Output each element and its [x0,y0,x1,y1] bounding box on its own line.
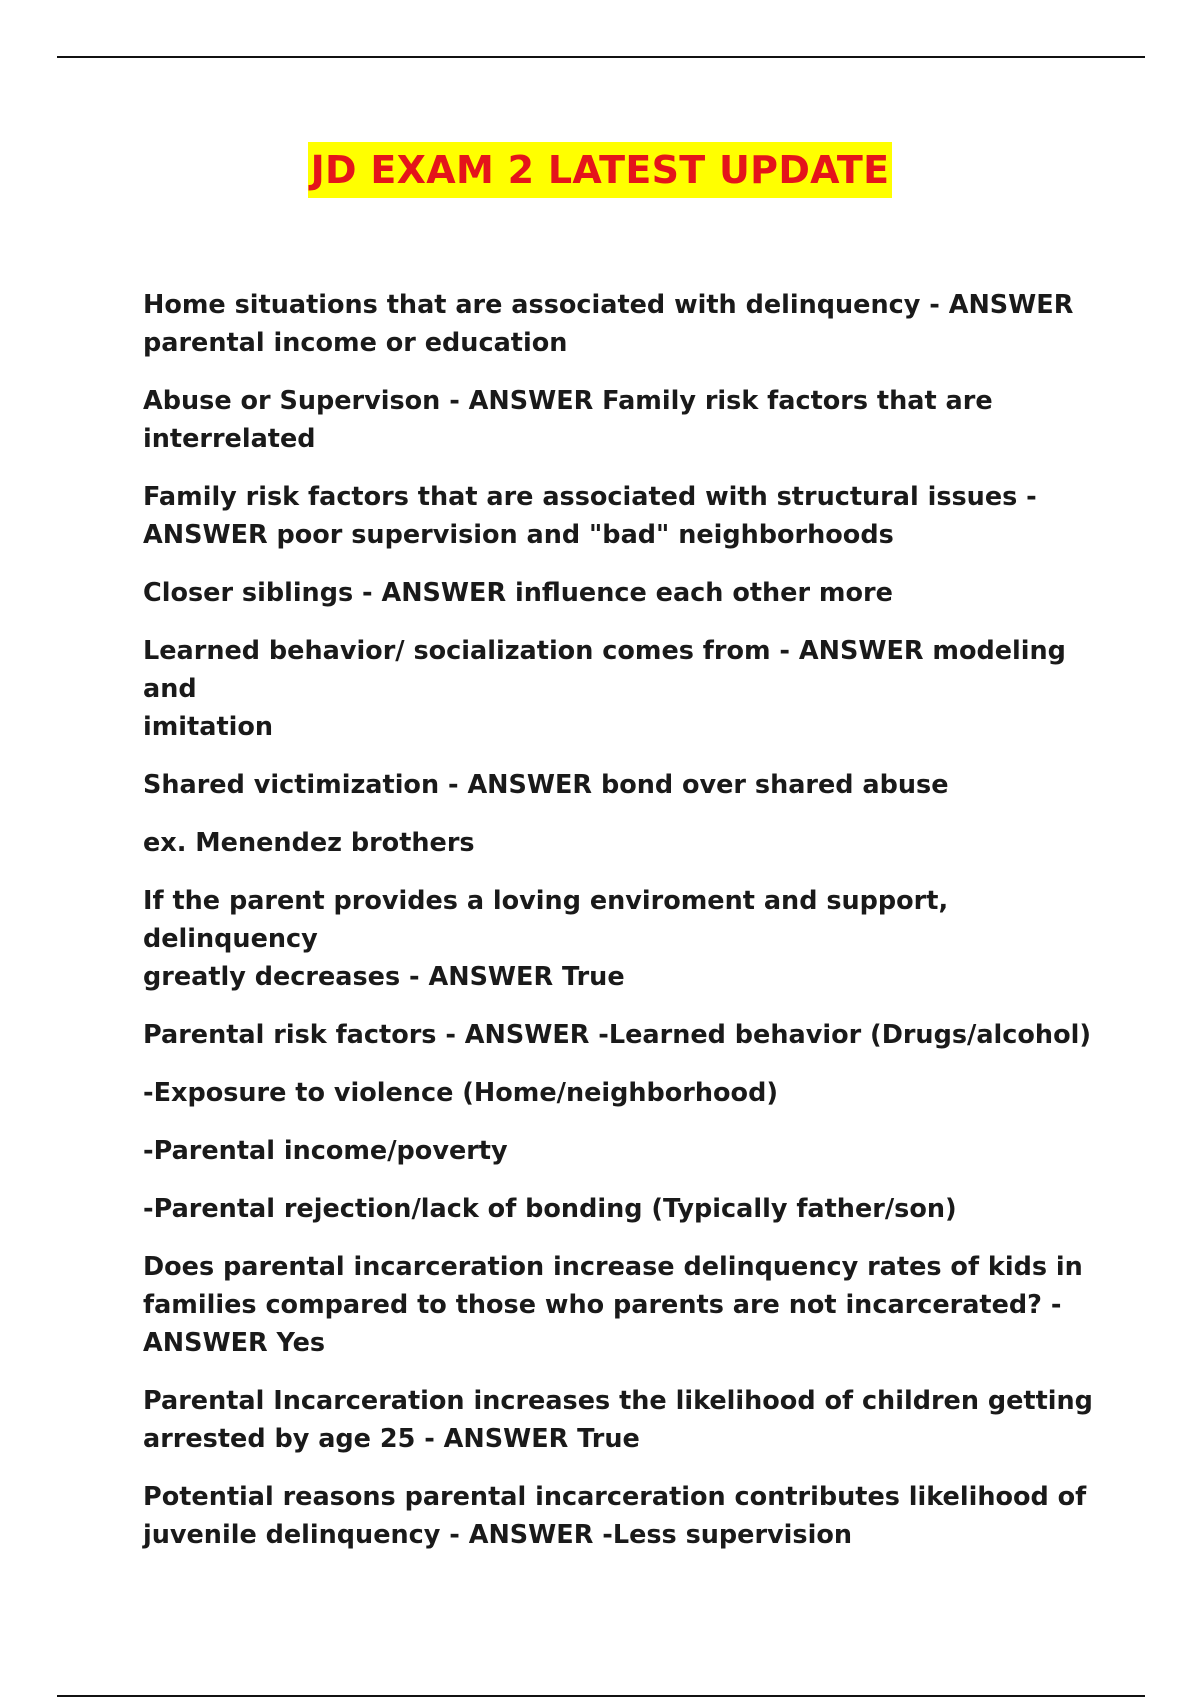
qa-item-2: Abuse or Supervison - ANSWER Family risk factors that are interrelated [143,386,993,454]
qa-item-1: Home situations that are associated with delinquency - ANSWER parental income or education [143,290,1074,358]
qa-item-4: Closer siblings - ANSWER influence each other more [143,578,893,608]
qa-item-7: ex. Menendez brothers [143,828,475,858]
qa-item-15: Potential reasons parental incarceration contributes likelihood of juvenile delinquency - ANSWER -Less supervision [143,1482,1087,1550]
title-container [0,142,1200,198]
document-title: JD EXAM 2 LATEST UPDATE [308,142,893,198]
qa-item-13: Does parental incarceration increase delinquency rates of kids in families compared to those who parents are not incarcerated? - ANSWER Yes [143,1252,1083,1358]
qa-item-10: -Exposure to violence (Home/neighborhood) [143,1078,778,1108]
qa-item-11: -Parental income/poverty [143,1136,508,1166]
top-rule [57,56,1145,58]
qa-item-12: -Parental rejection/lack of bonding (Typically father/son) [143,1194,957,1224]
qa-item-9: Parental risk factors - ANSWER -Learned behavior (Drugs/alcohol) [143,1020,1091,1050]
qa-item-3: Family risk factors that are associated with structural issues - ANSWER poor supervision and "bad" neighborhoods [143,482,1037,550]
qa-item-6: Shared victimization - ANSWER bond over shared abuse [143,770,949,800]
qa-item-14: Parental Incarceration increases the likelihood of children getting arrested by age 25 - ANSWER True [143,1386,1093,1454]
bottom-rule [57,1695,1145,1697]
document-body [143,286,1093,1574]
qa-item-5: Learned behavior/ socialization comes from - ANSWER modeling and imitation [143,636,1066,742]
qa-item-8: If the parent provides a loving enviroment and support, delinquency greatly decreases - ANSWER True [143,886,949,992]
